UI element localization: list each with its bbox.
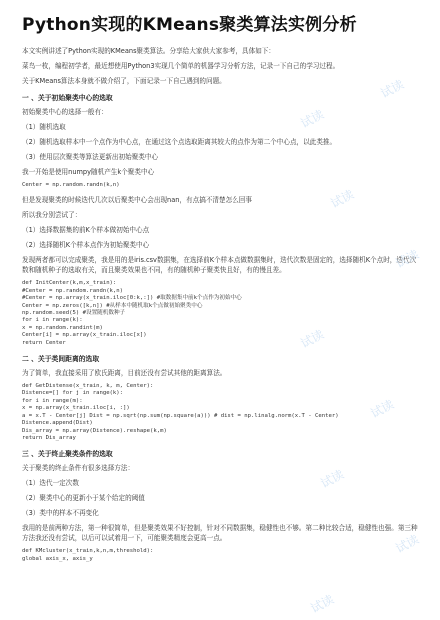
watermark: 试读 (308, 592, 337, 616)
sec3-list-item-3: （3）类中的样本不再变化 (22, 509, 99, 518)
sec1-paragraph-3: 但是发现聚类的时候迭代几次以后聚类中心会出现nan，有点搞不清楚怎么回事 (22, 196, 252, 205)
code-block-1: Center = np.random.randn(k,n) (22, 182, 120, 188)
sec2-paragraph-1: 为了简单，我直接采用了欧氏距离，目前还没有尝试其他的距离算法。 (22, 369, 227, 378)
sec1-paragraph-2: 我一开始是使用numpy随机产生k个聚类中心 (22, 168, 155, 176)
sec1-paragraph-1: 初始聚类中心的选择一般有： (22, 108, 108, 116)
watermark: 试读 (393, 532, 422, 556)
sec3-list-item-2: （2）聚类中心的更新小于某个给定的阈值 (22, 494, 145, 503)
page-title: Python实现的KMeans聚类算法实例分析 (22, 15, 357, 35)
watermark: 试读 (393, 247, 422, 271)
watermark: 试读 (318, 467, 347, 491)
intro-paragraph-2: 菜鸟一枚，编程初学者，最近想使用Python3实现几个简单的机器学习分析方法，记录一下自己的学习过程。 (22, 62, 340, 70)
sec1-list-item-2: （2）随机选取样本中一个点作为中心点，在通过这个点选取距离其较大的点作为第二个中心点，以此类推。 (22, 138, 337, 146)
sec1-list2-item-1: （1）选择数据集的前K个样本做初始中心点 (22, 226, 150, 235)
watermark: 试读 (368, 397, 397, 421)
sec3-paragraph-2: 我用的是前两种方法，第一种很简单，但是聚类效果不好控制，针对不同数据集，稳健性也不够。第二种比较合适，稳健性也强。第三种方法我还没有尝试，以后可以试着用一下，可能聚类精度会更高一点。 (22, 524, 418, 543)
code-block-4: def KMcluster(x_train,k,n,m,threshold): global axis_x, axis_y (22, 548, 154, 562)
watermark: 试读 (328, 187, 357, 211)
sec1-paragraph-4: 所以我分别尝试了： (22, 211, 82, 220)
sec1-list2-item-2: （2）选择随机K个样本点作为初始聚类中心 (22, 241, 150, 250)
sec1-paragraph-5: 发现两者都可以完成聚类，我是用的是iris.csv数据集，在选择前K个样本点做数据集时，迭代次数是固定的，选择随机K个点时，迭代次数和随机种子的选取有关，而且聚类效果也不同，有的随机种子聚类快且好，有的慢且差。 (22, 256, 417, 275)
watermark: 试读 (378, 77, 407, 101)
intro-paragraph-3: 关于KMeans算法本身就不做介绍了，下面记录一下自己遇到的问题。 (22, 77, 226, 85)
intro-paragraph-1: 本文实例讲述了Python实现的KMeans聚类算法。分享给大家供大家参考，具体如下： (22, 47, 275, 55)
watermark: 试读 (298, 107, 327, 131)
sec3-list-item-1: （1）迭代一定次数 (22, 479, 79, 488)
code-block-3: def GetDistense(x_train, k, m, Center): Distence=[] for j in range(k): for i in range(m): x = np.array(x_train.iloc[i, :]) a = x.T - Center[j] Dist = np.sqrt(np.sum(np.square(a))) # dist = np.linalg.norm(x.T - Center) Distence.append(Dist) Dis_array = np.array(Distence).reshape(k,m) return Dis_array (22, 383, 339, 441)
watermark: 试读 (298, 327, 327, 351)
code-block-2: def InitCenter(k,m,x_train): #Center = np.random.randn(k,n) #Center = np.array(x_train.iloc[0:k,:]) #取数据集中前k个点作为初始中心 Center = np.zeros([k,n]) #从样本中随机取k个点做初始聚类中心 np.random.seed(5) #设置随机数种子 for i in range(k): x = np.random.randint(m) Center[i] = np.array(x_train.iloc[x]) return Center (22, 280, 242, 346)
sec1-list-item-3: （3）使用层次聚类等算法更新出初始聚类中心 (22, 153, 159, 161)
section-heading-3: 三 、关于终止聚类条件的选取 (22, 450, 113, 459)
sec1-list-item-1: （1）随机选取 (22, 123, 66, 131)
section-heading-2: 二 、关于类间距离的选取 (22, 355, 100, 364)
section-heading-1: 一 、关于初始聚类中心的选取 (22, 94, 113, 102)
sec3-paragraph-1: 关于聚类的终止条件有很多选择方法： (22, 464, 135, 473)
